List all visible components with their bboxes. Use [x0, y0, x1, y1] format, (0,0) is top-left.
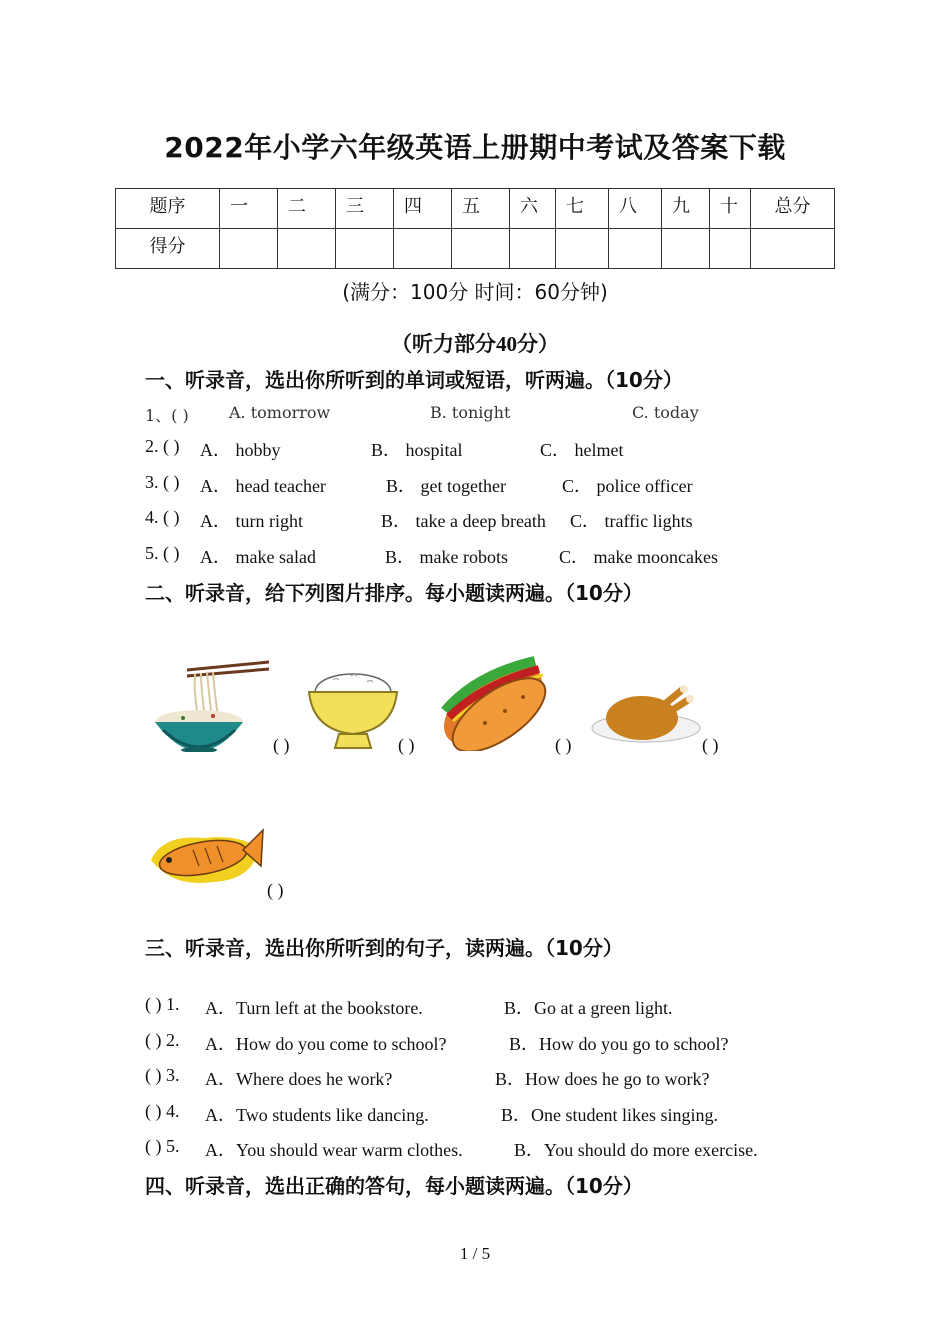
full-score-time: (满分：100分 时间：60分钟) [342, 280, 608, 304]
question-number: ( ) 3. [145, 1065, 180, 1085]
chicken-picture [590, 682, 702, 748]
score-header-cell: 十 [710, 189, 751, 229]
score-cell[interactable] [751, 229, 835, 269]
score-header-cell: 三 [336, 189, 394, 229]
option-b: B． hospital [371, 440, 463, 460]
score-header-cell: 二 [278, 189, 336, 229]
option-a: A． turn right [200, 511, 303, 531]
section2-heading: 二、听录音，给下列图片排序。每小题读两遍。（10分） [145, 581, 643, 605]
question-number: 1、( ) [145, 406, 189, 425]
score-header-cell: 六 [510, 189, 556, 229]
option-a: A． make salad [200, 547, 316, 567]
question-number: ( ) 4. [145, 1101, 180, 1121]
option-a: A．You should wear warm clothes. [205, 1140, 463, 1160]
score-header-cell: 总分 [751, 189, 835, 229]
option-c: C． helmet [540, 440, 624, 460]
option-c: C． police officer [562, 476, 693, 496]
score-header-cell: 一 [220, 189, 278, 229]
option-b: B．Go at a green light. [504, 998, 673, 1018]
option-a: A．Where does he work? [205, 1069, 393, 1089]
score-header-cell: 七 [556, 189, 609, 229]
score-header-cell: 五 [452, 189, 510, 229]
answer-bracket[interactable]: ( ) [398, 735, 415, 755]
noodles-picture [143, 656, 271, 752]
section3-heading: 三、听录音，选出你所听到的句子，读两遍。（10分） [145, 936, 623, 960]
score-cell[interactable] [394, 229, 452, 269]
question-number: 3. ( ) [145, 472, 180, 492]
score-table-header-row [116, 189, 835, 229]
section4-heading: 四、听录音，选出正确的答句，每小题读两遍。（10分） [145, 1174, 643, 1198]
question-number: 4. ( ) [145, 507, 180, 527]
option-a: A．Two students like dancing. [205, 1105, 429, 1125]
question-number: ( ) 2. [145, 1030, 180, 1050]
question-number: 5. ( ) [145, 543, 180, 563]
option-b: B．How does he go to work? [495, 1069, 710, 1089]
score-cell[interactable] [556, 229, 609, 269]
option-b: B． take a deep breath [381, 511, 546, 531]
score-cell[interactable] [662, 229, 710, 269]
score-header-cell: 八 [609, 189, 662, 229]
option-b: B．How do you go to school? [509, 1034, 729, 1054]
score-header-cell: 题序 [116, 189, 220, 229]
score-header-cell: 四 [394, 189, 452, 229]
option-c: C． make mooncakes [559, 547, 718, 567]
option-a: A．Turn left at the bookstore. [205, 998, 423, 1018]
page-title: 2022年小学六年级英语上册期中考试及答案下载 [164, 131, 786, 164]
option-a: A．How do you come to school? [205, 1034, 447, 1054]
answer-bracket[interactable]: ( ) [555, 735, 572, 755]
score-cell[interactable] [609, 229, 662, 269]
option-c: C. today [632, 403, 699, 422]
score-cell[interactable] [278, 229, 336, 269]
option-b: B．You should do more exercise. [514, 1140, 758, 1160]
score-cell[interactable] [510, 229, 556, 269]
question-number: 2. ( ) [145, 436, 180, 456]
question-number: ( ) 5. [145, 1136, 180, 1156]
option-b: B． get together [386, 476, 506, 496]
option-b: B． make robots [385, 547, 508, 567]
option-a: A. tomorrow [229, 403, 331, 422]
answer-bracket[interactable]: ( ) [702, 735, 719, 755]
option-a: A． head teacher [200, 476, 326, 496]
rice-picture [303, 660, 403, 752]
section1-heading: 一、听录音，选出你所听到的单词或短语，听两遍。（10分） [145, 368, 683, 392]
score-cell[interactable] [336, 229, 394, 269]
score-cell[interactable] [452, 229, 510, 269]
score-header-cell: 九 [662, 189, 710, 229]
score-table [115, 188, 835, 269]
option-b: B．One student likes singing. [501, 1105, 718, 1125]
score-row-label: 得分 [116, 229, 220, 269]
answer-bracket[interactable]: ( ) [267, 880, 284, 900]
hotdog-picture [435, 645, 555, 751]
page-number: 1 / 5 [459, 1244, 491, 1263]
listening-part-label: （听力部分40分） [391, 332, 559, 356]
score-cell[interactable] [220, 229, 278, 269]
question-number: ( ) 1. [145, 994, 180, 1014]
score-table-score-row [116, 229, 835, 269]
option-a: A． hobby [200, 440, 281, 460]
score-cell[interactable] [710, 229, 751, 269]
answer-bracket[interactable]: ( ) [273, 735, 290, 755]
fish-picture [143, 820, 265, 894]
option-c: C． traffic lights [570, 511, 693, 531]
option-b: B. tonight [430, 403, 511, 422]
